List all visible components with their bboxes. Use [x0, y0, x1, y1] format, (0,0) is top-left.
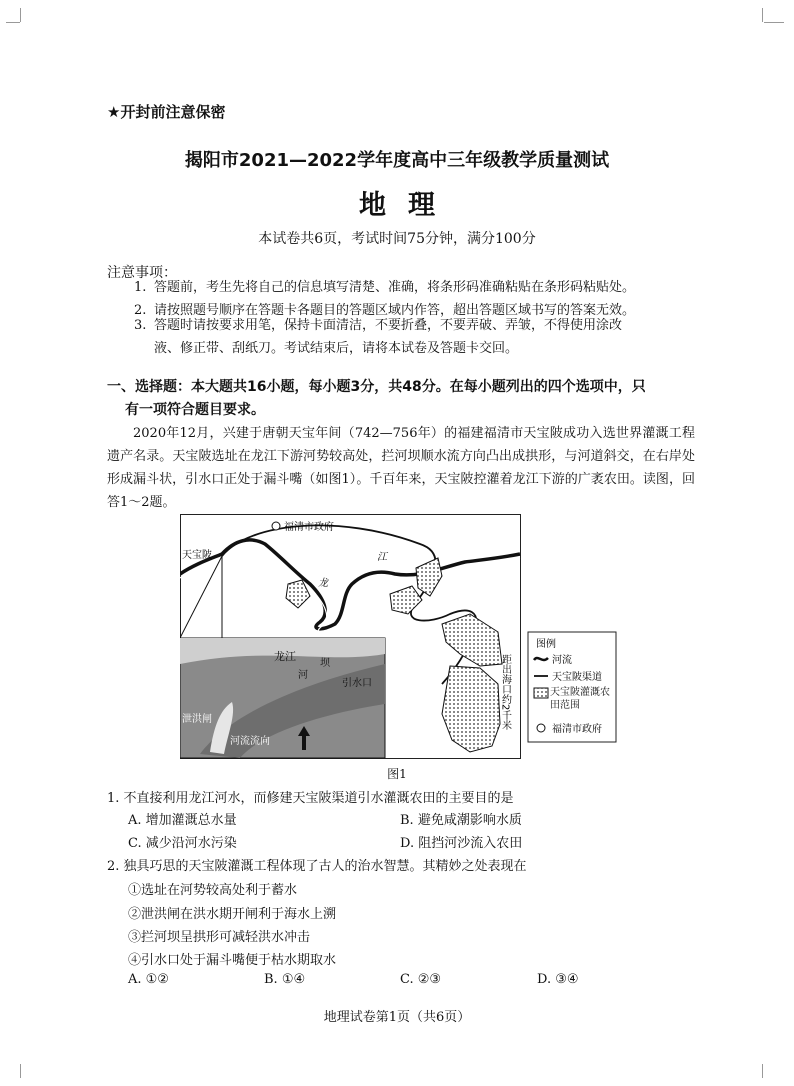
q1-option-b: B. 避免咸潮影响水质 — [400, 813, 522, 828]
legend — [528, 632, 616, 742]
gov-marker-icon — [272, 522, 280, 530]
inset-photo — [180, 638, 385, 758]
photo-flow-label: 河流流向 — [230, 736, 270, 747]
distance-label: 距出海口约2千米 — [499, 654, 511, 731]
legend-gov-icon — [537, 724, 545, 732]
crop-mark-top-right-h — [764, 22, 784, 23]
legend-title: 图例 — [536, 639, 556, 650]
tianbaopi-label: 天宝陂 — [182, 550, 212, 561]
legend-item: 天宝陂灌溉农田范围 — [550, 687, 610, 711]
legend-item: 河流 — [552, 655, 572, 666]
photo-river-label: 龙江 — [274, 650, 296, 663]
crop-mark-top-right — [762, 8, 763, 22]
legend-item: 天宝陂渠道 — [552, 672, 602, 683]
figure-map — [180, 514, 620, 760]
legend-item: 福清市政府 — [552, 724, 602, 735]
jiang-label: 江 — [377, 552, 387, 563]
note-item: 1. 答题前，考生先将自己的信息填写清楚、准确，将条形码准确粘贴在条形码粘贴处。 — [134, 280, 636, 295]
note-item: 3. 答题时请按要求用笔，保持卡面清洁，不要折叠，不要弄破、弄皱，不得使用涂改 — [134, 318, 623, 333]
question-2: 2. 独具巧思的天宝陂灌溉工程体现了古人的治水智慧。其精妙之处表现在 — [107, 859, 527, 874]
q1-option-d: D. 阻挡河沙流入农田 — [400, 836, 523, 851]
passage-text: 2020年12月，兴建于唐朝天宝年间（742—756年）的福建福清市天宝陂成功入选世界灌溉工程遗产名录。天宝陂选址在龙江下游河势较高处，拦河坝顺水流方向凸出成拱形，与河道斜交，在右岸处形成漏斗状，引水口正处于漏斗嘴（如图1）。千百年来，天宝陂控灌着龙江下游的广袤农田。读图，回答1～2题。 — [107, 426, 695, 510]
crop-mark-top-left-h — [6, 22, 20, 23]
long-label: 龙 — [318, 578, 328, 589]
exam-title: 揭阳市2021—2022学年度高中三年级教学质量测试 — [184, 150, 610, 171]
q2-option-a: A. ①② — [128, 972, 169, 987]
crop-mark-bottom-right — [762, 1064, 763, 1078]
q1-option-a: A. 增加灌溉总水量 — [128, 813, 237, 828]
subject-title: 地理 — [359, 190, 457, 221]
photo-intake-label: 引水口 — [342, 678, 372, 689]
confidential-notice: ★开封前注意保密 — [107, 103, 226, 121]
q2-statement: ③拦河坝呈拱形可减轻洪水冲击 — [128, 930, 311, 945]
question-1: 1. 不直接利用龙江河水，而修建天宝陂渠道引水灌溉农田的主要目的是 — [107, 791, 514, 806]
q2-statement: ④引水口处于漏斗嘴便于枯水期取水 — [128, 953, 337, 968]
exam-info: 本试卷共6页，考试时间75分钟，满分100分 — [258, 231, 536, 247]
note-item: 2. 请按照题号顺序在答题卡各题目的答题区域内作答，超出答题区域书写的答案无效。 — [134, 303, 636, 318]
q2-option-d: D. ③④ — [537, 972, 579, 987]
page-footer: 地理试卷第1页（共6页） — [323, 1010, 471, 1025]
photo-ba-label: 坝 — [320, 658, 330, 669]
section-heading: 一、选择题：本大题共16小题，每小题3分，共48分。在每小题列出的四个选项中，只 有一项符合题目要求。 — [107, 379, 646, 418]
legend-farmland-icon — [534, 688, 548, 698]
crop-mark-top-left — [20, 8, 21, 22]
q2-option-b: B. ①④ — [264, 972, 306, 987]
notes-title: 注意事项： — [107, 265, 177, 281]
q1-option-c: C. 减少沿河水污染 — [128, 836, 237, 851]
q2-option-c: C. ②③ — [400, 972, 442, 987]
photo-he-label: 河 — [298, 670, 308, 681]
figure-caption: 图1 — [387, 767, 407, 781]
gov-label: 福清市政府 — [284, 522, 334, 533]
crop-mark-bottom-left — [20, 1064, 21, 1078]
photo-sluice-label: 泄洪闸 — [182, 714, 212, 725]
q2-statement: ②泄洪闸在洪水期开闸利于海水上溯 — [128, 907, 337, 922]
note-item: 液、修正带、刮纸刀。考试结束后，请将本试卷及答题卡交回。 — [154, 341, 519, 356]
q2-statement: ①选址在河势较高处利于蓄水 — [128, 883, 298, 898]
